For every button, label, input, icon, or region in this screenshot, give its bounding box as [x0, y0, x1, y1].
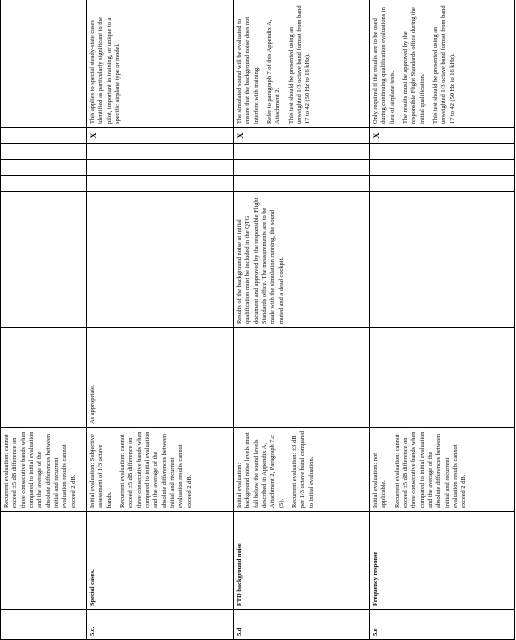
notes-cell: [233, 0, 369, 128]
level-check-cell: X: [86, 128, 233, 144]
level-check-cell: [1, 160, 87, 176]
tolerance-text: Recurrent evaluation: cannot exceed ±5 dB difference on three consecutive bands when compared to initial evaluation and the average of the absolute differences between initial and recurrent evaluation results cannot exceed 2 dB.: [3, 431, 77, 508]
test-number-cell: 5.d: [233, 610, 369, 640]
level-check-cell: [1, 144, 87, 160]
notes-cell: [369, 0, 514, 128]
flight-condition-cell: As appropriate.: [86, 328, 233, 428]
test-title-cell: Frequency response: [369, 512, 514, 610]
level-check-cell: [233, 144, 369, 160]
tolerance-text: Initial evaluation: background noise levels must fall below the sound levels described in Appendix A, Attachment 2, Paragraph 7.c (5).: [235, 432, 285, 508]
notes-text: This test should be presented using an unweighted 1/3 octave band format from band 17 to 42 (50 Hz to 16 kHz).: [287, 5, 312, 124]
level-check-cell: [1, 176, 87, 192]
tolerance-text: Initial evaluation: Subjective assessment of 1/3 octave bands.: [88, 434, 113, 508]
level-check-cell: [369, 160, 514, 176]
notes-text: Only required if the results are to be used during continuing qualification evaluations in lieu of airplane tests.: [371, 7, 396, 124]
tolerance-cell: [1, 428, 87, 512]
notes-text: This test should be presented using an unweighted 1/3 octave band format from band 17 to 42 (50 Hz to 16 kHz).: [431, 5, 456, 124]
notes-text: The results must be approved by the responsible Flight Standards office during the initial qualification.: [401, 7, 426, 124]
tolerance-cell: [233, 428, 369, 512]
notes-text: The simulated sound will be evaluated to ensure that the background noise does not interfere with training.: [235, 16, 260, 124]
table-row: [369, 0, 514, 640]
flight-condition-cell: [233, 328, 369, 428]
flight-condition-cell: [369, 328, 514, 428]
test-title-cell: [1, 512, 87, 610]
table-row: [233, 0, 369, 640]
notes-text: This applies to special steady-state cases identified as particularly significant to the pilot, important in training, or unique to a specific airplane type or model.: [88, 16, 121, 124]
tolerance-text: Recurrent evaluation: cannot exceed ±5 dB difference on three consecutive bands when compared to initial evaluation and the average of the absolute differences between initial and recurrent evaluation results cannot exceed 2 dB.: [393, 431, 468, 508]
tolerance-cell: [86, 428, 233, 512]
test-details-cell: [369, 192, 514, 328]
level-check-cell: [233, 176, 369, 192]
tolerance-text: Initial evaluation: not applicable.: [371, 452, 388, 508]
level-check-cell: [1, 128, 87, 144]
table-row: [86, 0, 233, 640]
level-check-cell: X: [233, 128, 369, 144]
flight-condition-cell: [1, 328, 87, 428]
tolerance-cell: [369, 428, 514, 512]
test-title-cell: Special cases.: [86, 512, 233, 610]
test-details-cell: [86, 192, 233, 328]
level-check-cell: X: [369, 128, 514, 144]
notes-cell: [86, 0, 233, 128]
level-check-cell: [369, 144, 514, 160]
test-details-text: Results of the background noise at initial qualification must be included in the QTG document and approved by the responsible Flight Standards office. The measurements are to be made with the simulation running, the sound muted and a dead cockpit.: [235, 197, 285, 324]
tolerance-text: Recurrent evaluation: ±3 dB per 1/3 octave band compared to initial evaluation.: [290, 430, 315, 508]
level-check-cell: [86, 144, 233, 160]
notes-text: Refer to paragraph 7 of this Appendix A, Attachment 2.: [265, 19, 282, 124]
notes-cell: [1, 0, 87, 128]
level-check-cell: [86, 160, 233, 176]
test-title-cell: FTD background noise: [233, 512, 369, 610]
test-details-cell: [1, 192, 87, 328]
level-check-cell: [233, 160, 369, 176]
tolerance-text: Recurrent evaluation: cannot exceed ±5 dB difference on three consecutive bands when compared to initial evaluation and the average of the absolute differences between initial and recurrent evaluation results cannot exceed 2 dB.: [118, 431, 193, 508]
test-number-cell: [1, 610, 87, 640]
level-check-cell: [369, 176, 514, 192]
table-row: [1, 0, 87, 640]
test-number-cell: 5.c.: [86, 610, 233, 640]
test-details-cell: [233, 192, 369, 328]
level-check-cell: [86, 176, 233, 192]
test-number-cell: 5.e: [369, 610, 514, 640]
